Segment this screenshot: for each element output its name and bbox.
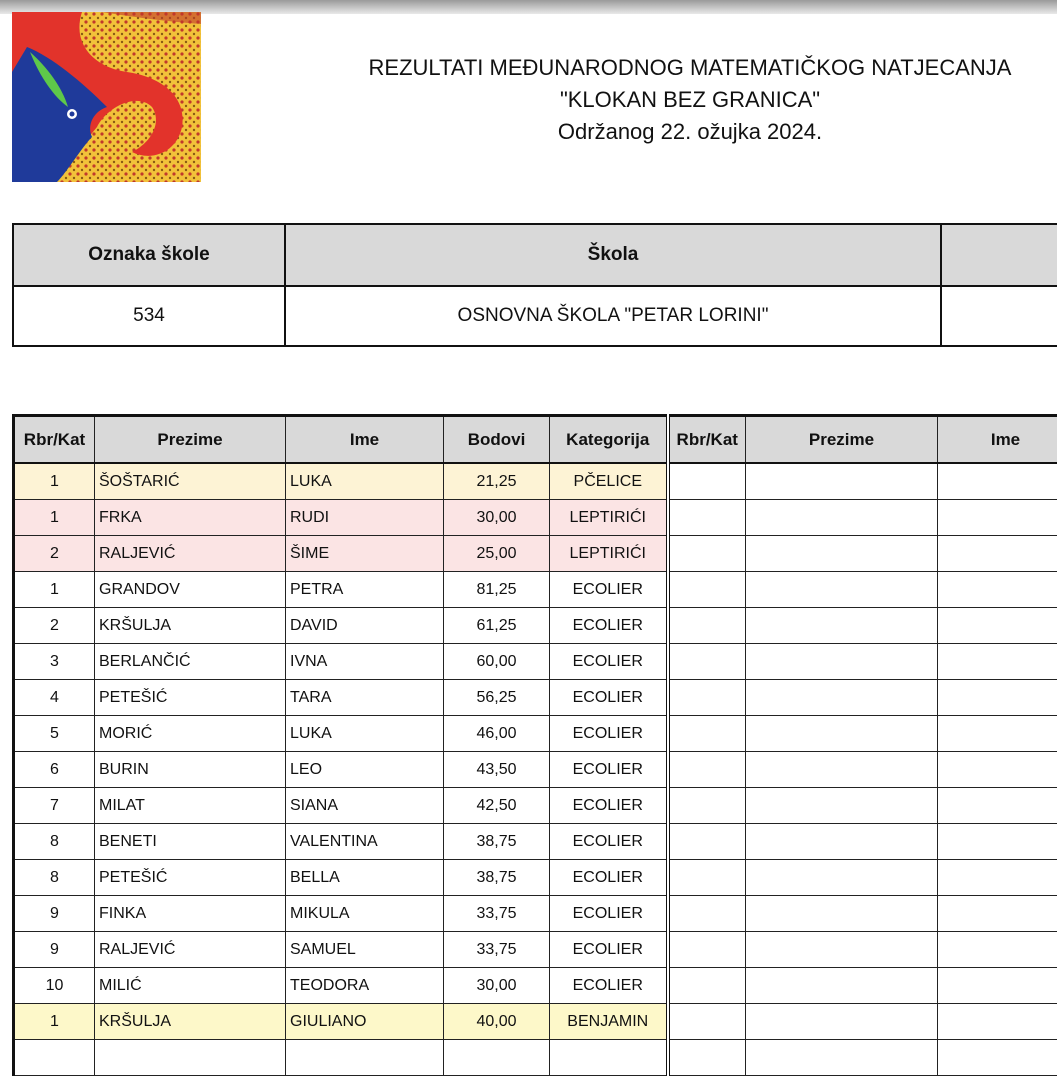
- cell-rbr-2: [668, 752, 746, 788]
- cell-ime: SIANA: [286, 788, 444, 824]
- table-row: [14, 716, 1057, 752]
- cell-bodovi: 42,50: [444, 788, 550, 824]
- cell-rbr-2: [668, 1004, 746, 1040]
- col-header-ime: Ime: [286, 416, 444, 464]
- cell-prezime: BURIN: [95, 752, 286, 788]
- cell-prezime-2: [746, 644, 938, 680]
- cell-ime-2: [938, 932, 1057, 968]
- cell-ime-2: [938, 752, 1057, 788]
- cell-prezime: BENETI: [95, 824, 286, 860]
- cell-rbr: 9: [14, 896, 95, 932]
- cell-rbr-2: [668, 608, 746, 644]
- cell-rbr-2: [668, 536, 746, 572]
- cell-bodovi: 33,75: [444, 932, 550, 968]
- cell-rbr-2: [668, 788, 746, 824]
- cell-rbr: 3: [14, 644, 95, 680]
- cell-kategorija: ECOLIER: [550, 824, 668, 860]
- cell-kategorija: ECOLIER: [550, 644, 668, 680]
- cell-rbr: 1: [14, 1004, 95, 1040]
- cell-bodovi: 25,00: [444, 536, 550, 572]
- cell-prezime-2: [746, 1040, 938, 1076]
- cell-ime: VALENTINA: [286, 824, 444, 860]
- cell-prezime: FRKA: [95, 500, 286, 536]
- kangaroo-logo-icon: [12, 12, 201, 182]
- cell-prezime: GRANDOV: [95, 572, 286, 608]
- cell-ime-2: [938, 1040, 1057, 1076]
- klokan-logo: [12, 12, 201, 182]
- cell-ime: PETRA: [286, 572, 444, 608]
- cell-bodovi: 46,00: [444, 716, 550, 752]
- table-row: [14, 932, 1057, 968]
- cell-rbr: 1: [14, 500, 95, 536]
- cell-kategorija: ECOLIER: [550, 572, 668, 608]
- cell-ime: ŠIME: [286, 536, 444, 572]
- cell-prezime: KRŠULJA: [95, 1004, 286, 1040]
- document-header: [340, 52, 1040, 148]
- cell-rbr: 4: [14, 680, 95, 716]
- results-body: [14, 463, 1057, 1076]
- col-header-rbr-2: Rbr/Kat: [668, 416, 746, 464]
- table-row: [14, 896, 1057, 932]
- col-header-ime-2: Ime: [938, 416, 1057, 464]
- table-row: [14, 608, 1057, 644]
- cell-kategorija: ECOLIER: [550, 752, 668, 788]
- cell-kategorija: BENJAMIN: [550, 1004, 668, 1040]
- cell-prezime: BERLANČIĆ: [95, 644, 286, 680]
- cell-prezime-2: [746, 1004, 938, 1040]
- cell-rbr-2: [668, 860, 746, 896]
- school-info-table: [12, 223, 1057, 347]
- cell-prezime-2: [746, 680, 938, 716]
- cell-prezime: ŠOŠTARIĆ: [95, 463, 286, 500]
- cell-prezime-2: [746, 752, 938, 788]
- cell-rbr-2: [668, 1040, 746, 1076]
- cell-ime: DAVID: [286, 608, 444, 644]
- cell-rbr-2: [668, 572, 746, 608]
- cell-ime: RUDI: [286, 500, 444, 536]
- cell-ime: BELLA: [286, 860, 444, 896]
- cell-ime-2: [938, 572, 1057, 608]
- cell-rbr: 8: [14, 860, 95, 896]
- cell-prezime-2: [746, 608, 938, 644]
- cell-prezime-2: [746, 536, 938, 572]
- cell-prezime-2: [746, 968, 938, 1004]
- cell-kategorija: ECOLIER: [550, 608, 668, 644]
- cell-prezime: PETEŠIĆ: [95, 860, 286, 896]
- table-row: [14, 572, 1057, 608]
- cell-ime: SAMUEL: [286, 932, 444, 968]
- cell-prezime-2: [746, 860, 938, 896]
- table-row: [14, 1040, 1057, 1076]
- cell-ime-2: [938, 860, 1057, 896]
- cell-rbr: 10: [14, 968, 95, 1004]
- cell-prezime-2: [746, 716, 938, 752]
- cell-ime-2: [938, 824, 1057, 860]
- cell-rbr-2: [668, 824, 746, 860]
- cell-ime-2: [938, 644, 1057, 680]
- cell-kategorija: ECOLIER: [550, 860, 668, 896]
- col-header-prezime-2: Prezime: [746, 416, 938, 464]
- cell-ime: TARA: [286, 680, 444, 716]
- school-code-header: Oznaka škole: [13, 224, 285, 286]
- col-header-kategorija: Kategorija: [550, 416, 668, 464]
- cell-kategorija: ECOLIER: [550, 788, 668, 824]
- cell-kategorija: ECOLIER: [550, 968, 668, 1004]
- header-line-2: "KLOKAN BEZ GRANICA": [340, 84, 1040, 116]
- cell-rbr-2: [668, 463, 746, 500]
- cell-prezime-2: [746, 896, 938, 932]
- table-row: [14, 1004, 1057, 1040]
- cell-rbr-2: [668, 716, 746, 752]
- cell-prezime-2: [746, 932, 938, 968]
- cell-kategorija: ECOLIER: [550, 896, 668, 932]
- cell-ime-2: [938, 463, 1057, 500]
- school-extra-header: [941, 224, 1057, 286]
- cell-bodovi: 60,00: [444, 644, 550, 680]
- cell-prezime-2: [746, 572, 938, 608]
- cell-ime-2: [938, 680, 1057, 716]
- cell-rbr: 8: [14, 824, 95, 860]
- header-line-1: REZULTATI MEĐUNARODNOG MATEMATIČKOG NATJECANJA: [340, 52, 1040, 84]
- cell-bodovi: 38,75: [444, 824, 550, 860]
- cell-ime: MIKULA: [286, 896, 444, 932]
- cell-bodovi: 38,75: [444, 860, 550, 896]
- header-line-3: Održanog 22. ožujka 2024.: [340, 116, 1040, 148]
- table-row: [14, 752, 1057, 788]
- cell-kategorija: LEPTIRIĆI: [550, 536, 668, 572]
- cell-ime: LEO: [286, 752, 444, 788]
- cell-prezime: MILAT: [95, 788, 286, 824]
- cell-ime-2: [938, 536, 1057, 572]
- cell-ime-2: [938, 1004, 1057, 1040]
- cell-bodovi: 61,25: [444, 608, 550, 644]
- cell-rbr: 1: [14, 572, 95, 608]
- cell-rbr: [14, 1040, 95, 1076]
- cell-ime: LUKA: [286, 463, 444, 500]
- cell-ime: TEODORA: [286, 968, 444, 1004]
- table-row: [14, 860, 1057, 896]
- col-header-rbr: Rbr/Kat: [14, 416, 95, 464]
- school-extra-value: [941, 286, 1057, 346]
- results-header-row: [14, 416, 1057, 464]
- table-row: [14, 788, 1057, 824]
- cell-rbr: 2: [14, 608, 95, 644]
- cell-ime-2: [938, 968, 1057, 1004]
- school-name-header: Škola: [285, 224, 941, 286]
- cell-kategorija: PČELICE: [550, 463, 668, 500]
- cell-ime: [286, 1040, 444, 1076]
- school-code-value: 534: [13, 286, 285, 346]
- cell-prezime: MORIĆ: [95, 716, 286, 752]
- cell-bodovi: 43,50: [444, 752, 550, 788]
- cell-rbr: 5: [14, 716, 95, 752]
- cell-ime: IVNA: [286, 644, 444, 680]
- table-row: [14, 968, 1057, 1004]
- cell-rbr: 6: [14, 752, 95, 788]
- results-table: [12, 414, 1057, 1076]
- table-row: [14, 824, 1057, 860]
- cell-prezime: PETEŠIĆ: [95, 680, 286, 716]
- col-header-bodovi: Bodovi: [444, 416, 550, 464]
- cell-bodovi: [444, 1040, 550, 1076]
- cell-prezime: KRŠULJA: [95, 608, 286, 644]
- cell-prezime: RALJEVIĆ: [95, 932, 286, 968]
- cell-prezime-2: [746, 463, 938, 500]
- cell-rbr: 2: [14, 536, 95, 572]
- cell-ime: LUKA: [286, 716, 444, 752]
- cell-kategorija: ECOLIER: [550, 932, 668, 968]
- cell-prezime: FINKA: [95, 896, 286, 932]
- cell-bodovi: 33,75: [444, 896, 550, 932]
- cell-kategorija: [550, 1040, 668, 1076]
- table-row: [14, 536, 1057, 572]
- col-header-prezime: Prezime: [95, 416, 286, 464]
- table-row: [14, 500, 1057, 536]
- cell-rbr-2: [668, 500, 746, 536]
- cell-rbr: 7: [14, 788, 95, 824]
- cell-kategorija: LEPTIRIĆI: [550, 500, 668, 536]
- cell-bodovi: 30,00: [444, 500, 550, 536]
- cell-ime-2: [938, 896, 1057, 932]
- cell-rbr-2: [668, 932, 746, 968]
- cell-rbr-2: [668, 644, 746, 680]
- cell-prezime-2: [746, 824, 938, 860]
- cell-prezime: RALJEVIĆ: [95, 536, 286, 572]
- cell-bodovi: 56,25: [444, 680, 550, 716]
- cell-rbr-2: [668, 968, 746, 1004]
- school-name-value: OSNOVNA ŠKOLA "PETAR LORINI": [285, 286, 941, 346]
- cell-kategorija: ECOLIER: [550, 680, 668, 716]
- school-header-row: [13, 224, 1057, 286]
- cell-bodovi: 30,00: [444, 968, 550, 1004]
- cell-prezime-2: [746, 500, 938, 536]
- table-row: [14, 463, 1057, 500]
- cell-rbr: 9: [14, 932, 95, 968]
- cell-ime-2: [938, 716, 1057, 752]
- school-value-row: [13, 286, 1057, 346]
- cell-ime-2: [938, 788, 1057, 824]
- cell-rbr-2: [668, 896, 746, 932]
- cell-prezime: [95, 1040, 286, 1076]
- cell-prezime: MILIĆ: [95, 968, 286, 1004]
- table-row: [14, 644, 1057, 680]
- cell-ime: GIULIANO: [286, 1004, 444, 1040]
- cell-prezime-2: [746, 788, 938, 824]
- cell-rbr: 1: [14, 463, 95, 500]
- cell-rbr-2: [668, 680, 746, 716]
- table-row: [14, 680, 1057, 716]
- cell-bodovi: 21,25: [444, 463, 550, 500]
- cell-bodovi: 40,00: [444, 1004, 550, 1040]
- cell-kategorija: ECOLIER: [550, 716, 668, 752]
- cell-ime-2: [938, 500, 1057, 536]
- cell-ime-2: [938, 608, 1057, 644]
- cell-bodovi: 81,25: [444, 572, 550, 608]
